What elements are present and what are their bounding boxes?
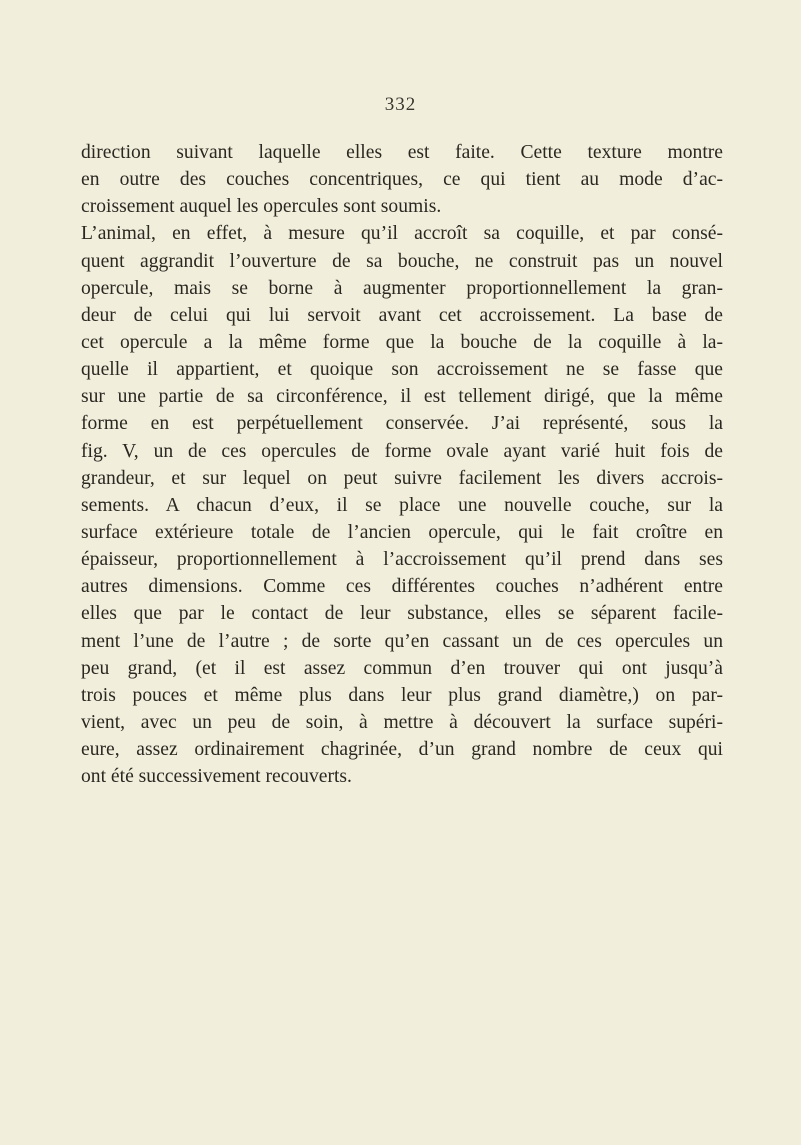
text-line: L’animal, en effet, à mesure qu’il accroît sa coquille, et par consé- (81, 223, 723, 245)
page-number: 332 (384, 94, 417, 115)
text-line: elles que par le contact de leur substance, elles se séparent facile- (81, 603, 723, 625)
body-text (81, 139, 723, 790)
text-line: surface extérieure totale de l’ancien opercule, qui le fait croître en (81, 521, 723, 543)
text-line: quent aggrandit l’ouverture de sa bouche, ne construit pas un nouvel (81, 250, 723, 272)
text-line: croissement auquel les opercules sont soumis. (81, 196, 442, 218)
text-line: trois pouces et même plus dans leur plus grand diamètre,) on par- (81, 684, 723, 706)
text-line: direction suivant laquelle elles est faite. Cette texture montre (81, 142, 723, 163)
text-line: sements. A chacun d’eux, il se place une nouvelle couche, sur la (81, 494, 723, 516)
text-line: opercule, mais se borne à augmenter proportionnellement la gran- (81, 277, 723, 299)
text-line: eure, assez ordinairement chagrinée, d’un grand nombre de ceux qui (81, 739, 723, 761)
text-line: cet opercule a la même forme que la bouche de la coquille à la- (81, 331, 723, 353)
text-line: ment l’une de l’autre ; de sorte qu’en cassant un de ces opercules un (81, 630, 723, 652)
text-line: vient, avec un peu de soin, à mettre à découvert la surface supéri- (81, 711, 723, 733)
text-line: grandeur, et sur lequel on peut suivre facilement les divers accrois- (81, 467, 723, 489)
text-line: quelle il appartient, et quoique son accroissement ne se fasse que (81, 359, 723, 381)
text-line: forme en est perpétuellement conservée. J’ai représenté, sous la (81, 413, 723, 435)
text-line: sur une partie de sa circonférence, il est tellement dirigé, que la même (81, 386, 723, 408)
text-line: en outre des couches concentriques, ce qui tient au mode d’ac- (81, 169, 723, 191)
text-line: ont été successivement recouverts. (81, 766, 352, 788)
text-line: peu grand, (et il est assez commun d’en trouver qui ont jusqu’à (81, 657, 723, 679)
text-line: fig. V, un de ces opercules de forme ovale ayant varié huit fois de (81, 440, 723, 462)
text-line: épaisseur, proportionnellement à l’accroissement qu’il prend dans ses (81, 549, 723, 571)
text-line: deur de celui qui lui servoit avant cet accroissement. La base de (81, 304, 723, 326)
text-line: autres dimensions. Comme ces différentes couches n’adhérent entre (81, 576, 723, 598)
